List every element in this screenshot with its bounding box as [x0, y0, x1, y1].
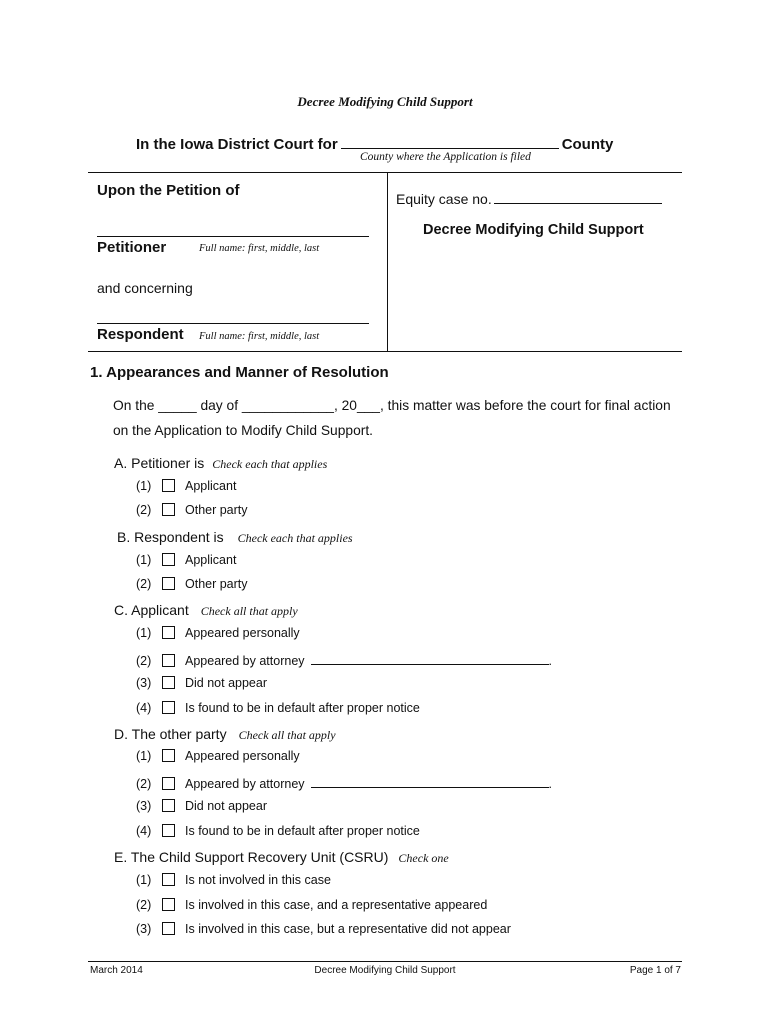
section1-heading: 1. Appearances and Manner of Resolution [90, 364, 389, 381]
option-label: Applicant [185, 553, 237, 567]
equity-case-label: Equity case no. [396, 191, 492, 207]
option-number: (2) [136, 898, 152, 912]
checkbox[interactable] [162, 626, 175, 639]
respondent-name-line[interactable] [97, 323, 369, 324]
option-d2[interactable] [136, 774, 552, 791]
option-number: (2) [136, 503, 152, 517]
checkbox[interactable] [162, 873, 175, 886]
period: . [548, 777, 553, 791]
document-title: Decree Modifying Child Support [297, 94, 473, 109]
option-number: (1) [136, 626, 152, 640]
checkbox[interactable] [162, 654, 175, 667]
respondent-label: Respondent [97, 326, 184, 343]
petitioner-name-line[interactable] [97, 236, 369, 237]
option-number: (2) [136, 654, 152, 668]
option-number: (3) [136, 922, 152, 936]
checkbox[interactable] [162, 701, 175, 714]
checkbox[interactable] [162, 922, 175, 935]
checkbox[interactable] [162, 777, 175, 790]
option-a2[interactable] [136, 503, 248, 517]
option-number: (1) [136, 873, 152, 887]
checkbox[interactable] [162, 799, 175, 812]
court-line [136, 133, 613, 153]
option-e2[interactable] [136, 898, 487, 912]
caption-divider [387, 172, 388, 351]
checkbox[interactable] [162, 553, 175, 566]
checkbox[interactable] [162, 577, 175, 590]
section1-line2: on the Application to Modify Child Support. [113, 423, 373, 438]
subsection-e [114, 849, 449, 867]
option-label: Appeared personally [185, 749, 300, 763]
option-number: (3) [136, 676, 152, 690]
upon-petition-label: Upon the Petition of [97, 182, 240, 199]
subsection-d [114, 726, 336, 744]
option-number: (1) [136, 749, 152, 763]
subsection-d-label: D. The other party [114, 726, 227, 742]
respondent-hint: Full name: first, middle, last [199, 331, 320, 342]
option-b1[interactable] [136, 553, 236, 567]
equity-case-line [396, 190, 662, 207]
period: . [548, 654, 553, 668]
decree-title: Decree Modifying Child Support [423, 222, 644, 238]
county-blank[interactable] [341, 133, 559, 149]
option-number: (1) [136, 553, 152, 567]
subsection-e-label: E. The Child Support Recovery Unit (CSRU) [114, 849, 389, 865]
option-label: Other party [185, 577, 248, 591]
subsection-e-hint: Check one [398, 851, 449, 865]
option-e1[interactable] [136, 873, 331, 887]
checkbox[interactable] [162, 898, 175, 911]
option-d4[interactable] [136, 824, 420, 838]
option-label: Is involved in this case, and a representative appeared [185, 898, 488, 912]
option-number: (3) [136, 799, 152, 813]
subsection-c-hint: Check all that apply [200, 604, 298, 618]
footer-page-number: Page 1 of 7 [629, 965, 681, 976]
checkbox[interactable] [162, 824, 175, 837]
county-hint: County where the Application is filed [360, 151, 531, 163]
petitioner-label: Petitioner [97, 239, 167, 256]
option-label: Did not appear [185, 676, 268, 690]
caption-top-rule [88, 172, 682, 173]
and-concerning-label: and concerning [97, 280, 193, 296]
option-label: Other party [185, 503, 248, 517]
checkbox[interactable] [162, 749, 175, 762]
subsection-b-hint: Check each that applies [237, 531, 353, 545]
option-a1[interactable] [136, 479, 236, 493]
equity-case-blank[interactable] [494, 190, 662, 204]
checkbox[interactable] [162, 676, 175, 689]
option-c1[interactable] [136, 626, 300, 640]
subsection-d-hint: Check all that apply [238, 728, 336, 742]
option-label: Is involved in this case, but a representative did not appear [185, 922, 511, 936]
option-label: Did not appear [185, 799, 268, 813]
option-label: Appeared by attorney [185, 654, 305, 668]
checkbox[interactable] [162, 503, 175, 516]
option-number: (2) [136, 777, 152, 791]
option-c2[interactable] [136, 651, 552, 668]
section1-line1: On the _____ day of ____________, 20___, this matter was before the court for final action [113, 398, 671, 413]
option-label: Appeared by attorney [185, 777, 305, 791]
option-d1[interactable] [136, 749, 300, 763]
option-number: (4) [136, 824, 152, 838]
option-label: Is found to be in default after proper notice [185, 701, 420, 715]
option-label: Is not involved in this case [185, 873, 331, 887]
subsection-a [114, 455, 327, 473]
court-prefix: In the Iowa District Court for [136, 136, 338, 153]
attorney-name-blank[interactable] [311, 651, 549, 665]
caption-bottom-rule [88, 351, 682, 352]
option-label: Applicant [185, 479, 237, 493]
footer-title: Decree Modifying Child Support [314, 965, 456, 976]
subsection-a-label: A. Petitioner is [114, 455, 205, 471]
option-number: (4) [136, 701, 152, 715]
subsection-c-label: C. Applicant [114, 602, 189, 618]
option-c4[interactable] [136, 701, 420, 715]
footer-rule [88, 961, 682, 962]
option-number: (2) [136, 577, 152, 591]
subsection-a-hint: Check each that applies [212, 457, 328, 471]
option-e3[interactable] [136, 922, 511, 936]
petitioner-hint: Full name: first, middle, last [199, 243, 320, 254]
checkbox[interactable] [162, 479, 175, 492]
option-label: Appeared personally [185, 626, 300, 640]
option-c3[interactable] [136, 676, 267, 690]
subsection-b-label: B. Respondent is [117, 529, 224, 545]
option-label: Is found to be in default after proper notice [185, 824, 420, 838]
option-d3[interactable] [136, 799, 267, 813]
subsection-b [117, 529, 353, 547]
option-b2[interactable] [136, 577, 248, 591]
attorney-name-blank[interactable] [311, 774, 549, 788]
subsection-c [114, 602, 298, 620]
court-suffix: County [561, 136, 614, 153]
option-number: (1) [136, 479, 152, 493]
footer-date: March 2014 [90, 965, 143, 976]
